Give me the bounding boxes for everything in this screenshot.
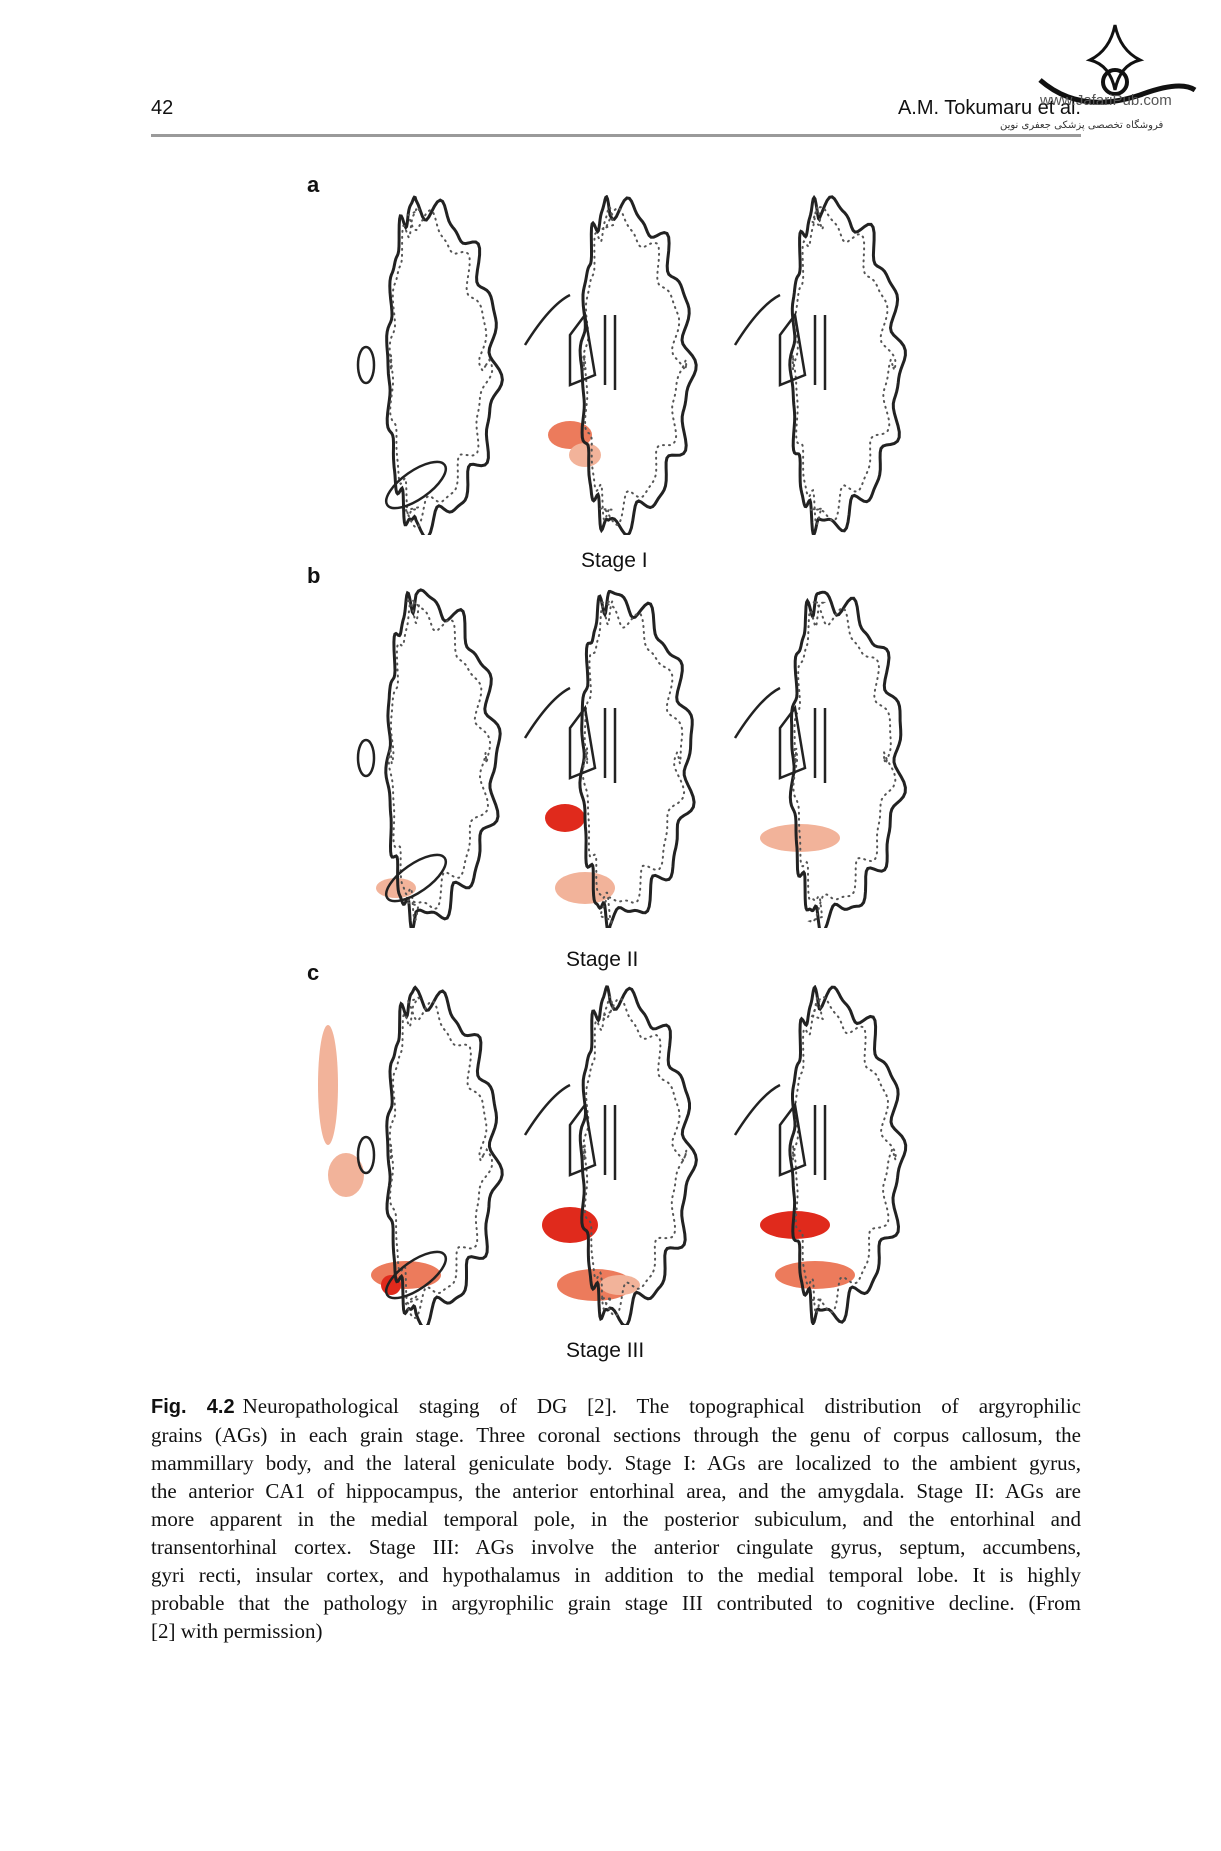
grain-region-highlight [555,872,615,904]
panel-label-c: c [307,960,320,985]
grain-region-highlight [545,804,585,832]
brain-outline [790,197,906,535]
grain-region-highlight [318,1025,338,1145]
internal-capsule-line [815,708,825,783]
internal-capsule-line [605,708,615,783]
brain-outline [580,197,696,535]
page-number: 42 [151,97,174,119]
brain-section-1-1 [316,195,516,535]
brain-section-3-2 [510,985,710,1325]
ventricle-line [735,1085,780,1135]
grain-region-highlight [376,878,416,898]
grain-region-highlight [569,443,601,467]
caption-line: mammillary body, and the lateral geniculate body. Stage I: AGs are localized to the ambient gyrus, [151,1451,1081,1475]
brain-outline [386,590,500,928]
caption-line: transentorhinal cortex. Stage III: AGs involve the anterior cingulate gyrus, septum, accumbens, [151,1535,1081,1559]
internal-capsule-line [815,1105,825,1180]
ventricle-shape [358,347,374,383]
figure-number: Fig. 4.2 [151,1396,235,1418]
panel-label-b: b [307,563,321,588]
brain-section-1-2 [510,195,710,535]
ventricle-shape [358,1137,374,1173]
cortex-dotted-line [583,207,686,525]
caption-line: probable that the pathology in argyrophilic grain stage III contributed to cognitive decline. (From [151,1591,1081,1615]
watermark-persian: فروشگاه تخصصی پزشکی جعفری نوین [1000,120,1164,131]
caption-line: [2] with permission) [151,1619,323,1643]
header-rule [151,134,1081,137]
caption-line: gyri recti, insular cortex, and hypothalamus in addition to the medial temporal lobe. It is highly [151,1563,1081,1587]
stage-label-2: Stage II [566,948,639,971]
running-head: A.M. Tokumaru et al. [897,97,1081,119]
brain-outline [790,592,905,928]
ventricle-line [525,295,570,345]
caption-line: the anterior CA1 of hippocampus, the anterior entorhinal area, and the amygdala. Stage II: AGs are [151,1479,1081,1503]
caption-line: grains (AGs) in each grain stage. Three coronal sections through the genu of corpus callosum, the [151,1423,1081,1447]
stage-label-3: Stage III [566,1339,645,1362]
internal-capsule-line [605,1105,615,1180]
grain-region-highlight [775,1261,855,1289]
internal-capsule-line [605,315,615,390]
cortex-dotted-line [793,602,895,922]
ventricle-line [735,688,780,738]
figure-caption [151,1392,1081,1645]
ventricle-line [735,295,780,345]
brain-section-2-2 [510,588,710,928]
brain-section-3-1 [316,985,516,1325]
ventricle-shape [358,740,374,776]
brain-section-1-3 [720,195,920,535]
brain-section-2-1 [316,588,516,928]
ventricle-line [525,1085,570,1135]
panel-label-a: a [307,172,320,197]
ventricle-line [525,688,570,738]
stage-label-1: Stage I [581,549,648,572]
internal-capsule-line [815,315,825,390]
caption-line: Fig. 4.2 Neuropathological staging of DG [2]. The topographical distribution of argyrophilic [151,1394,1081,1418]
watermark-url: www.JafariPub.com [1040,92,1172,109]
brain-section-3-3 [720,985,920,1325]
brain-section-2-3 [720,588,920,928]
grain-region-highlight [600,1275,640,1295]
caption-line: more apparent in the medial temporal pole, in the posterior subiculum, and the entorhinal and [151,1507,1081,1531]
